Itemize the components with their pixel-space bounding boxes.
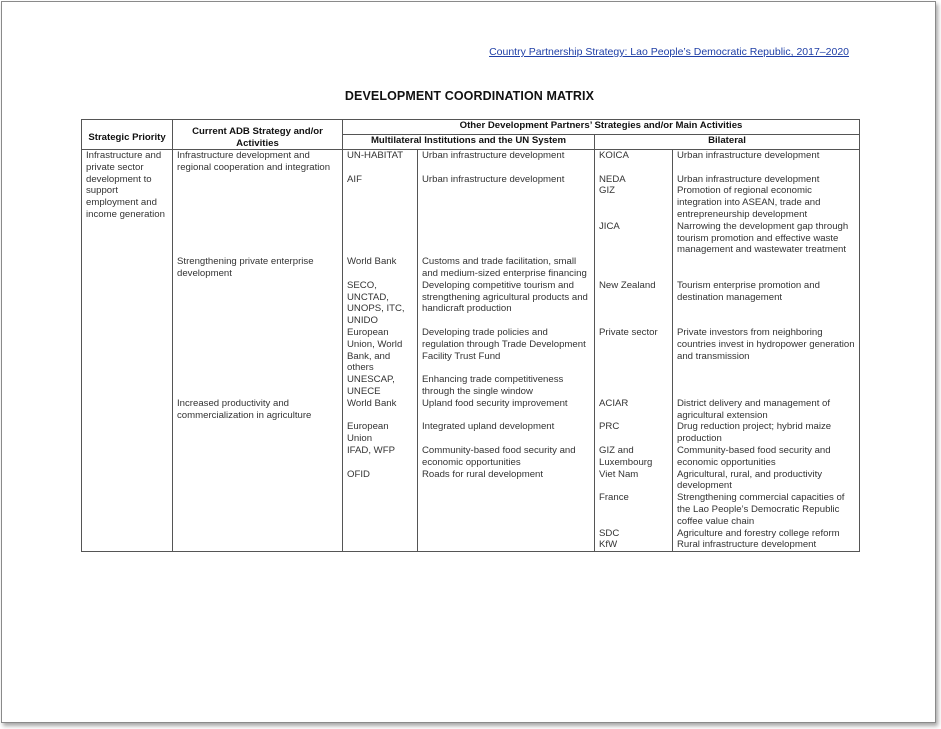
document-page — [1, 1, 936, 723]
bilateral-activity-cell: Urban infrastructure development — [673, 150, 860, 174]
bilateral-activity-cell: Drug reduction project; hybrid maize production — [673, 421, 860, 445]
table-row — [82, 185, 860, 220]
bilateral-activity-cell: Promotion of regional economic integration into ASEAN, trade and entrepreneurship development — [673, 185, 860, 220]
multilateral-agency-cell: World Bank — [343, 398, 418, 422]
multilateral-agency-cell: AIF — [343, 174, 418, 186]
multilateral-activity-cell: Developing competitive tourism and strengthening agricultural products and handicraft production — [418, 280, 595, 327]
adb-activity-cell — [173, 528, 343, 540]
bilateral-activity-cell: Urban infrastructure development — [673, 174, 860, 186]
bilateral-activity-cell: Tourism enterprise promotion and destination management — [673, 280, 860, 327]
bilateral-agency-cell — [595, 256, 673, 280]
table-row — [82, 374, 860, 398]
table-row — [82, 221, 860, 256]
bilateral-agency-cell: Viet Nam — [595, 469, 673, 493]
bilateral-activity-cell: District delivery and management of agricultural extension — [673, 398, 860, 422]
multilateral-activity-cell: Customs and trade facilitation, small and medium-sized enterprise financing — [418, 256, 595, 280]
bilateral-agency-cell: GIZ and Luxembourg — [595, 445, 673, 469]
bilateral-agency-cell — [595, 374, 673, 398]
bilateral-agency-cell: KOICA — [595, 150, 673, 174]
adb-activity-cell — [173, 539, 343, 551]
header-multilateral: Multilateral Institutions and the UN System — [343, 135, 595, 150]
multilateral-activity-cell — [418, 492, 595, 527]
adb-activity-cell: Infrastructure development and regional cooperation and integration — [173, 150, 343, 174]
table-row — [82, 280, 860, 327]
bilateral-agency-cell: ACIAR — [595, 398, 673, 422]
bilateral-agency-cell: KfW — [595, 539, 673, 551]
adb-activity-cell — [173, 492, 343, 527]
header-current-adb: Current ADB Strategy and/or Activities — [173, 120, 343, 150]
multilateral-agency-cell — [343, 539, 418, 551]
table-row — [82, 398, 860, 422]
adb-activity-cell — [173, 445, 343, 469]
bilateral-activity-cell: Agricultural, rural, and productivity development — [673, 469, 860, 493]
bilateral-activity-cell: Private investors from neighboring countries invest in hydropower generation and transmission — [673, 327, 860, 374]
adb-activity-cell — [173, 421, 343, 445]
multilateral-activity-cell: Urban infrastructure development — [418, 150, 595, 174]
multilateral-activity-cell: Upland food security improvement — [418, 398, 595, 422]
bilateral-activity-cell: Narrowing the development gap through tourism promotion and effective waste management and wastewater treatment — [673, 221, 860, 256]
multilateral-activity-cell — [418, 539, 595, 551]
coordination-matrix-table — [81, 119, 860, 552]
multilateral-agency-cell: IFAD, WFP — [343, 445, 418, 469]
table-row — [82, 528, 860, 540]
multilateral-agency-cell — [343, 221, 418, 256]
adb-activity-cell — [173, 327, 343, 374]
header-strategic-priority: Strategic Priority — [82, 120, 173, 150]
multilateral-agency-cell: UN-HABITAT — [343, 150, 418, 174]
multilateral-agency-cell: World Bank — [343, 256, 418, 280]
header-other-partners: Other Development Partners’ Strategies and/or Main Activities — [343, 120, 860, 135]
multilateral-agency-cell — [343, 528, 418, 540]
table-row — [82, 539, 860, 551]
table-row — [82, 445, 860, 469]
table-row — [82, 256, 860, 280]
bilateral-activity-cell: Agriculture and forestry college reform — [673, 528, 860, 540]
adb-activity-cell — [173, 280, 343, 327]
bilateral-agency-cell: JICA — [595, 221, 673, 256]
header-bilateral: Bilateral — [595, 135, 860, 150]
adb-activity-cell — [173, 185, 343, 220]
multilateral-activity-cell: Enhancing trade competitiveness through the single window — [418, 374, 595, 398]
header-link[interactable]: Country Partnership Strategy: Lao People’s Democratic Republic, 2017–2020 — [489, 46, 849, 58]
bilateral-agency-cell: PRC — [595, 421, 673, 445]
multilateral-agency-cell: SECO, UNCTAD, UNOPS, ITC, UNIDO — [343, 280, 418, 327]
table-row — [82, 327, 860, 374]
adb-activity-cell — [173, 221, 343, 256]
multilateral-agency-cell: UNESCAP, UNECE — [343, 374, 418, 398]
bilateral-agency-cell: Private sector — [595, 327, 673, 374]
multilateral-agency-cell — [343, 185, 418, 220]
table-row — [82, 174, 860, 186]
bilateral-agency-cell: GIZ — [595, 185, 673, 220]
multilateral-activity-cell — [418, 185, 595, 220]
bilateral-activity-cell: Community-based food security and economic opportunities — [673, 445, 860, 469]
bilateral-activity-cell: Strengthening commercial capacities of the Lao People’s Democratic Republic coffee value chain — [673, 492, 860, 527]
multilateral-activity-cell: Roads for rural development — [418, 469, 595, 493]
table-row — [82, 492, 860, 527]
multilateral-activity-cell: Community-based food security and economic opportunities — [418, 445, 595, 469]
multilateral-agency-cell — [343, 492, 418, 527]
bilateral-activity-cell — [673, 256, 860, 280]
table-row — [82, 469, 860, 493]
bilateral-activity-cell — [673, 374, 860, 398]
multilateral-agency-cell: OFID — [343, 469, 418, 493]
adb-activity-cell — [173, 374, 343, 398]
multilateral-activity-cell: Integrated upland development — [418, 421, 595, 445]
adb-activity-cell — [173, 469, 343, 493]
bilateral-agency-cell: New Zealand — [595, 280, 673, 327]
adb-activity-cell: Strengthening private enterprise development — [173, 256, 343, 280]
strategic-priority-cell: Infrastructure and private sector development to support employment and income generation — [82, 150, 173, 552]
multilateral-agency-cell: European Union — [343, 421, 418, 445]
adb-activity-cell: Increased productivity and commercialization in agriculture — [173, 398, 343, 422]
multilateral-activity-cell: Developing trade policies and regulation through Trade Development Facility Trust Fund — [418, 327, 595, 374]
multilateral-activity-cell — [418, 528, 595, 540]
multilateral-agency-cell: European Union, World Bank, and others — [343, 327, 418, 374]
page-title: DEVELOPMENT COORDINATION MATRIX — [344, 89, 595, 103]
bilateral-agency-cell: SDC — [595, 528, 673, 540]
bilateral-activity-cell: Rural infrastructure development — [673, 539, 860, 551]
matrix-body — [82, 150, 860, 552]
multilateral-activity-cell — [418, 221, 595, 256]
bilateral-agency-cell: France — [595, 492, 673, 527]
multilateral-activity-cell: Urban infrastructure development — [418, 174, 595, 186]
bilateral-agency-cell: NEDA — [595, 174, 673, 186]
table-row — [82, 150, 860, 174]
adb-activity-cell — [173, 174, 343, 186]
table-row — [82, 421, 860, 445]
